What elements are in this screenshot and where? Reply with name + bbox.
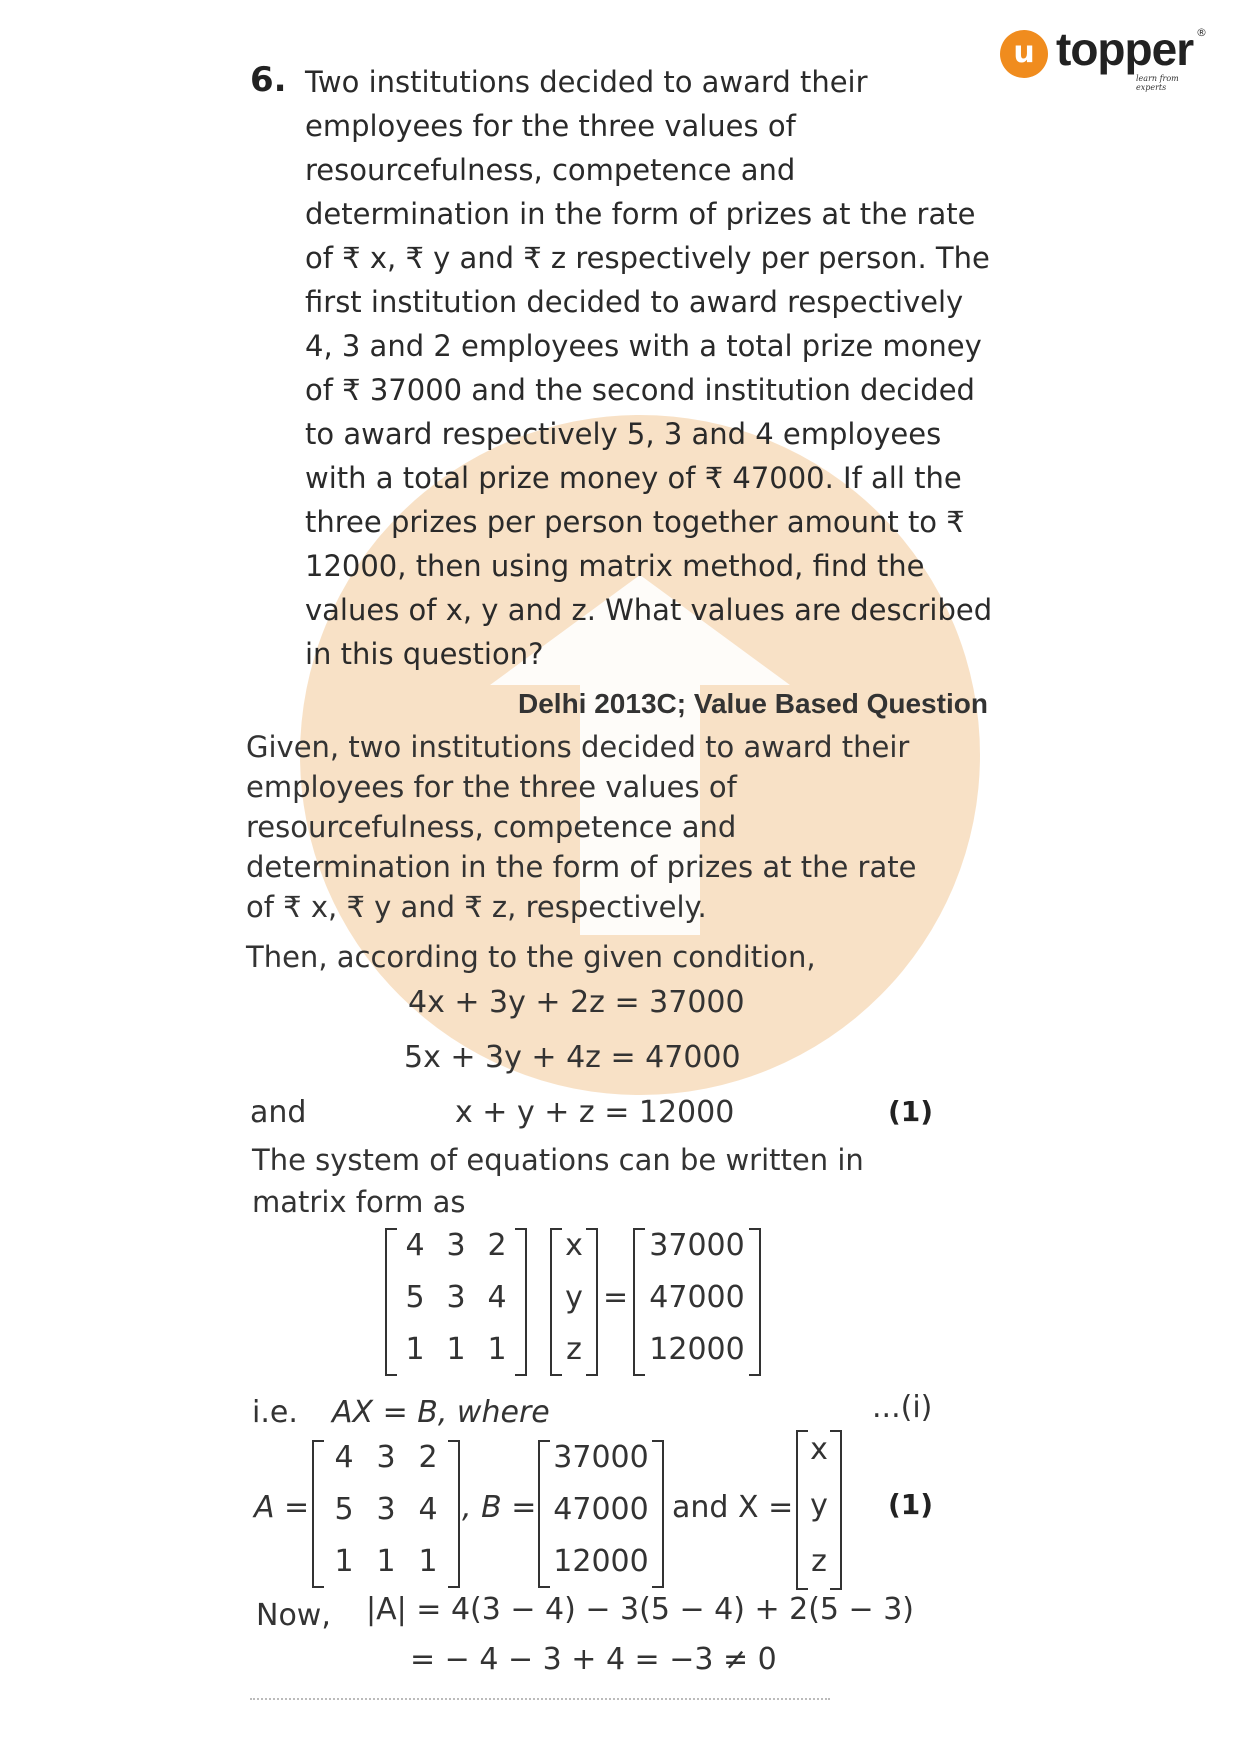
matrix-cell: 3: [376, 1492, 396, 1527]
question-line: of ₹ 37000 and the second institution decided: [305, 373, 975, 407]
vector-cell: x: [810, 1432, 828, 1467]
b-label: , B =: [462, 1490, 537, 1525]
matrix-a: [385, 1228, 527, 1376]
question-line: employees for the three values of: [305, 109, 796, 143]
marks-label: (1): [888, 1488, 934, 1521]
matrix-cell: 5: [334, 1492, 354, 1527]
brand-tagline: learn from experts: [1136, 74, 1179, 92]
vector-cell: 47000: [649, 1280, 745, 1315]
determinant-line-2: = − 4 − 3 + 4 = −3 ≠ 0: [410, 1642, 777, 1677]
answer-line: matrix form as: [252, 1185, 466, 1219]
question-line: values of x, y and z. What values are described: [305, 593, 993, 627]
question-line: 12000, then using matrix method, find the: [305, 549, 925, 583]
answer-line: resourcefulness, competence and: [246, 810, 737, 844]
matrix-cell: 2: [418, 1440, 438, 1475]
matrix-cell: 1: [376, 1544, 396, 1579]
vector-cell: 12000: [553, 1544, 649, 1579]
matrix-cell: 5: [405, 1280, 425, 1315]
answer-line: employees for the three values of: [246, 770, 737, 804]
equation-2: 5x + 3y + 4z = 47000: [404, 1040, 741, 1075]
question-line: resourcefulness, competence and: [305, 153, 796, 187]
vector-b: [633, 1228, 761, 1376]
vector-cell: y: [810, 1488, 828, 1523]
matrix-cell: 4: [418, 1492, 438, 1527]
vector-cell: 12000: [649, 1332, 745, 1367]
question-line: to award respectively 5, 3 and 4 employees: [305, 417, 942, 451]
equals-sign: =: [603, 1280, 629, 1315]
equation-3: x + y + z = 12000: [455, 1095, 735, 1130]
and-x-label: and X =: [672, 1490, 794, 1525]
determinant-line-1: |A| = 4(3 − 4) − 3(5 − 4) + 2(5 − 3): [366, 1592, 914, 1627]
question-line: 4, 3 and 2 employees with a total prize money: [305, 329, 982, 363]
matrix-a-definition: [312, 1440, 460, 1588]
question-line: of ₹ x, ₹ y and ₹ z respectively per person. The: [305, 241, 990, 275]
vector-cell: x: [565, 1228, 583, 1263]
matrix-cell: 2: [487, 1228, 507, 1263]
vector-x-definition: [796, 1430, 842, 1590]
bottom-divider: [250, 1698, 830, 1701]
matrix-cell: 1: [487, 1332, 507, 1367]
question-number: 6.: [250, 60, 287, 100]
brand-logo-icon: u: [1000, 30, 1048, 78]
vector-cell: 37000: [553, 1440, 649, 1475]
answer-line: Given, two institutions decided to award their: [246, 730, 910, 764]
matrix-cell: 4: [487, 1280, 507, 1315]
marks-label: (1): [888, 1095, 934, 1128]
matrix-cell: 4: [405, 1228, 425, 1263]
answer-line: determination in the form of prizes at the rate: [246, 850, 917, 884]
answer-line: The system of equations can be written in: [252, 1143, 864, 1177]
matrix-cell: 3: [446, 1228, 466, 1263]
question-line: determination in the form of prizes at the rate: [305, 197, 976, 231]
ax-b-label: AX = B, where: [332, 1395, 550, 1430]
vector-cell: 37000: [649, 1228, 745, 1263]
vector-b-definition: [538, 1440, 664, 1588]
matrix-cell: 4: [334, 1440, 354, 1475]
equation-ref-label: ...(i): [872, 1390, 933, 1425]
brand-registered: ®: [1196, 26, 1207, 39]
vector-cell: z: [566, 1332, 582, 1367]
matrix-cell: 3: [376, 1440, 396, 1475]
question-source: Delhi 2013C; Value Based Question: [518, 688, 988, 719]
brand-name: topper: [1056, 23, 1194, 75]
question-line: in this question?: [305, 637, 544, 671]
answer-line: Then, according to the given condition,: [246, 940, 816, 974]
ie-label: i.e.: [252, 1395, 298, 1430]
vector-x: [550, 1228, 598, 1376]
matrix-cell: 1: [418, 1544, 438, 1579]
question-line: first institution decided to award respectively: [305, 285, 964, 319]
matrix-cell: 1: [334, 1544, 354, 1579]
matrix-cell: 1: [405, 1332, 425, 1367]
matrix-cell: 3: [446, 1280, 466, 1315]
question-line: with a total prize money of ₹ 47000. If all the: [305, 461, 962, 495]
question-line: three prizes per person together amount to ₹: [305, 505, 965, 539]
matrix-cell: 1: [446, 1332, 466, 1367]
vector-cell: y: [565, 1280, 583, 1315]
a-label: A =: [254, 1490, 310, 1525]
answer-line: of ₹ x, ₹ y and ₹ z, respectively.: [246, 890, 707, 924]
question-line: Two institutions decided to award their: [305, 65, 868, 99]
now-label: Now,: [256, 1598, 331, 1633]
vector-cell: 47000: [553, 1492, 649, 1527]
vector-cell: z: [811, 1544, 827, 1579]
equation-1: 4x + 3y + 2z = 37000: [408, 985, 745, 1020]
and-label: and: [250, 1095, 307, 1130]
